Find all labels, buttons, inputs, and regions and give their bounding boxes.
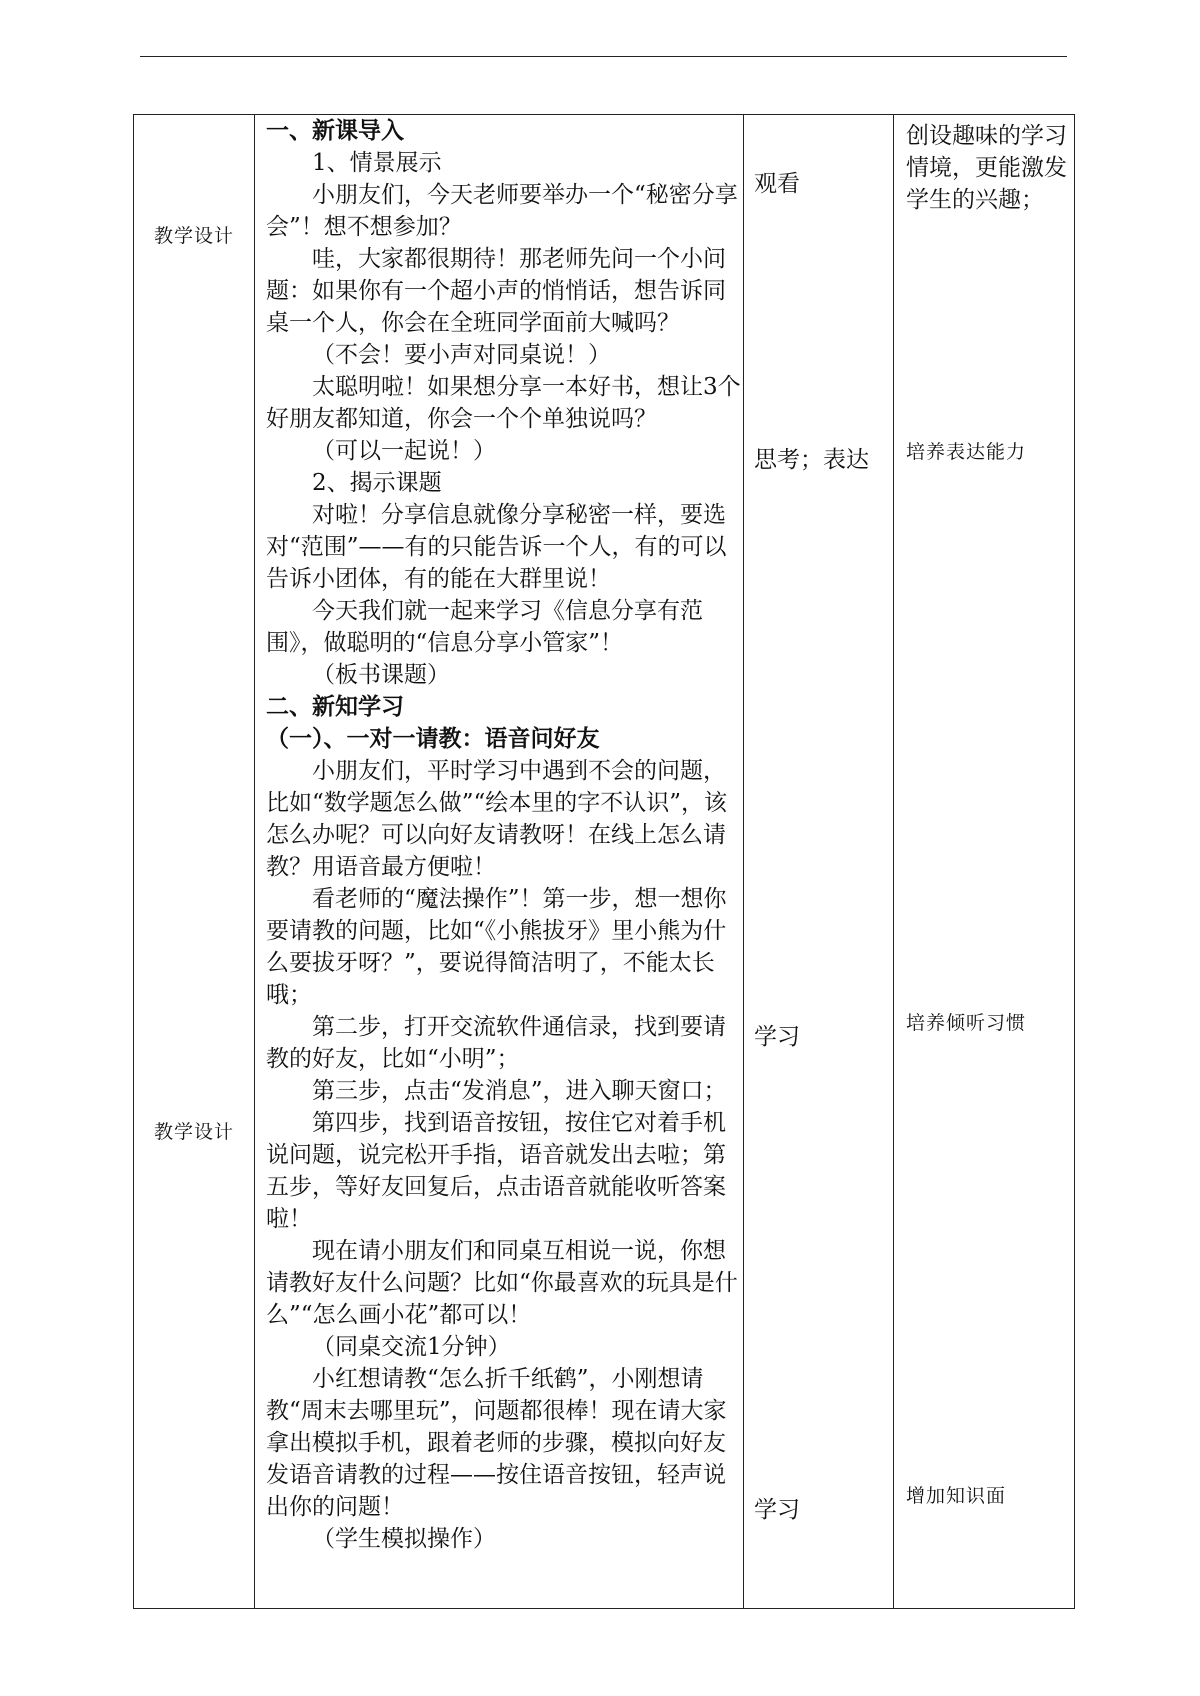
paragraph: 现在请小朋友们和同桌互相说一说，你想请教好友什么问题？比如“你最喜欢的玩具是什么”“怎么画小花”都可以！: [266, 1238, 738, 1328]
design-intent: 创设趣味的学习情境，更能激发学生的兴趣；: [906, 123, 1067, 213]
header-rule: [140, 56, 1067, 57]
design-intent: 增加知识面: [906, 1485, 1007, 1507]
heading: （一）、一对一请教：语音问好友: [266, 726, 600, 752]
paragraph: （学生模拟操作）: [312, 1526, 496, 1552]
paragraph: （同桌交流1分钟）: [312, 1334, 511, 1360]
design-intent: 培养表达能力: [906, 441, 1027, 463]
paragraph: 小朋友们，今天老师要举办一个“秘密分享会”！想不想参加？: [266, 182, 738, 240]
paragraph: 第四步，找到语音按钮，按住它对着手机说问题，说完松开手指，语音就发出去啦；第五步，等好友回复后，点击语音就能收听答案啦！: [266, 1110, 726, 1232]
paragraph: 今天我们就一起来学习《信息分享有范围》，做聪明的“信息分享小管家”！: [266, 598, 703, 656]
student-activity: 学习: [754, 1497, 800, 1523]
column-divider: [893, 115, 894, 1608]
paragraph: （不会！要小声对同桌说！）: [312, 342, 611, 368]
design-intent: 培养倾听习惯: [906, 1012, 1027, 1034]
paragraph: 小朋友们，平时学习中遇到不会的问题，比如“数学题怎么做”“绘本里的字不认识”，该怎么办呢？可以向好友请教呀！在线上怎么请教？用语音最方便啦！: [266, 758, 728, 880]
column-divider: [254, 115, 255, 1608]
paragraph: 小红想请教“怎么折千纸鹤”，小刚想请教“周末去哪里玩”，问题都很棒！现在请大家拿出模拟手机，跟着老师的步骤，模拟向好友发语音请教的过程——按住语音按钮，轻声说出你的问题！: [266, 1366, 727, 1520]
paragraph: 第三步，点击“发消息”，进入聊天窗口；: [312, 1078, 727, 1104]
paragraph: 太聪明啦！如果想分享一本好书，想让3个好朋友都知道，你会一个个单独说吗？: [266, 374, 741, 432]
subheading: 1、情景展示: [312, 150, 442, 176]
lesson-content: [266, 115, 744, 1555]
student-activity: 学习: [754, 1024, 800, 1050]
paragraph: （可以一起说！）: [312, 438, 496, 464]
heading: 二、新知学习: [266, 694, 404, 720]
paragraph: 第二步，打开交流软件通信录，找到要请教的好友，比如“小明”；: [266, 1014, 726, 1072]
subheading: 2、揭示课题: [312, 470, 442, 496]
paragraph: 哇，大家都很期待！那老师先问一个小问题：如果你有一个超小声的悄悄话，想告诉同桌一个人，你会在全班同学面前大喊吗？: [266, 246, 726, 336]
section-label: 教学设计: [153, 1121, 234, 1143]
lesson-table: [133, 114, 1075, 1609]
paragraph: （板书课题）: [312, 662, 450, 688]
paragraph: 看老师的“魔法操作”！第一步，想一想你要请教的问题，比如“《小熊拔牙》里小熊为什么要拔牙呀？”，要说得简洁明了，不能太长哦；: [266, 886, 727, 1008]
student-activity: 思考；表达: [754, 447, 869, 473]
paragraph: 对啦！分享信息就像分享秘密一样，要选对“范围”——有的只能告诉一个人，有的可以告诉小团体，有的能在大群里说！: [266, 502, 727, 592]
heading: 一、新课导入: [266, 118, 404, 144]
student-activity: 观看: [754, 171, 800, 197]
section-label: 教学设计: [153, 225, 234, 247]
